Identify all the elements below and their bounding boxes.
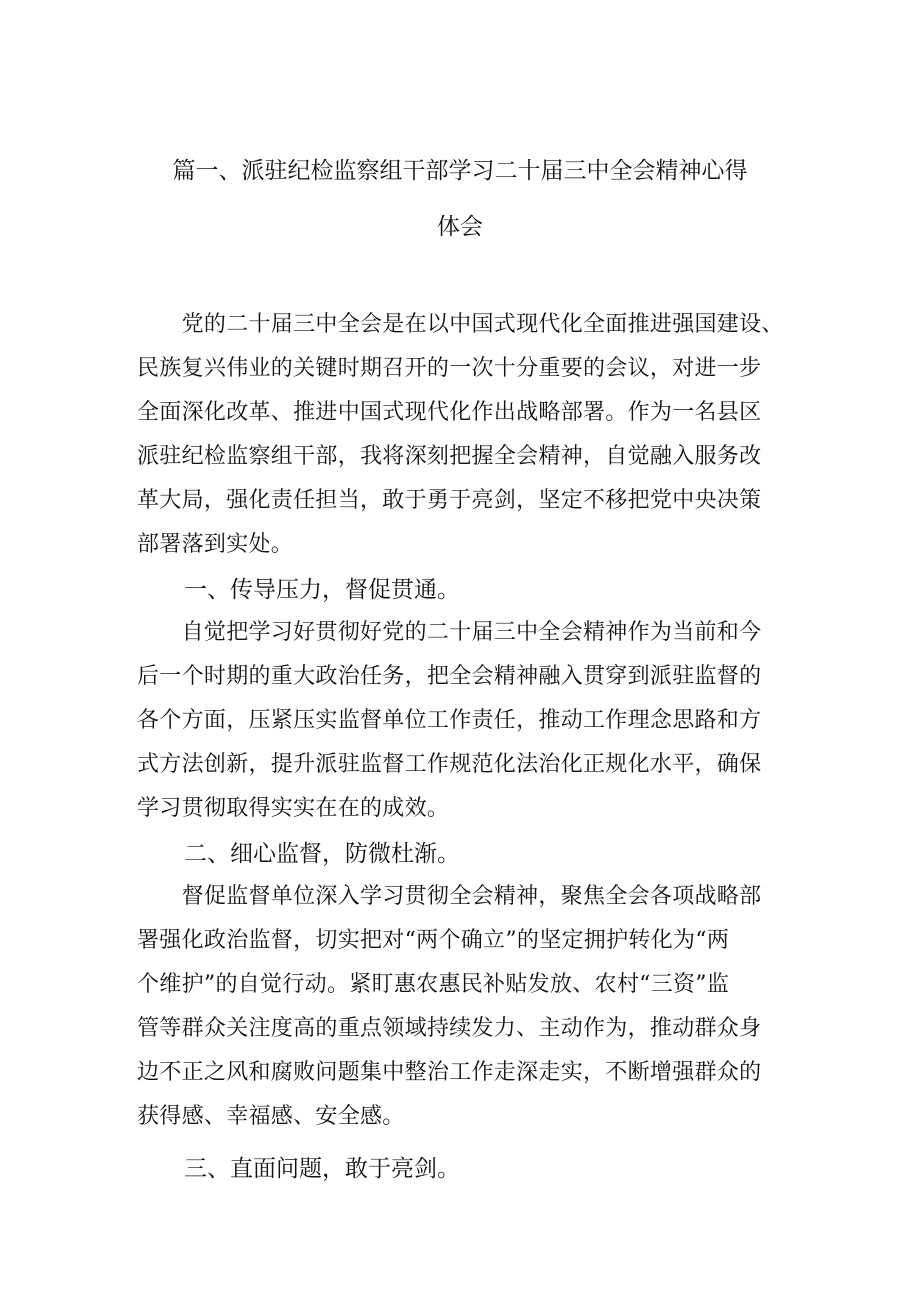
paragraph-line: 党的二十届三中全会是在以中国式现代化全面推进强国建设、	[137, 312, 784, 337]
paragraph-line: 革大局，强化责任担当，敢于勇于亮剑，坚定不移把党中央决策	[137, 488, 762, 513]
paragraph-line: 个维护”的自觉行动。紧盯惠农惠民补贴发放、农村“三资”监	[137, 972, 730, 997]
paragraph-line: 式方法创新，提升派驻监督工作规范化法治化正规化水平，确保	[137, 752, 762, 777]
section-heading: 三、直面问题，敢于亮剑。	[184, 1156, 460, 1182]
paragraph-line: 自觉把学习好贯彻好党的二十届三中全会精神作为当前和今	[137, 620, 762, 645]
paragraph-line: 署强化政治监督，切实把对“两个确立”的坚定拥护转化为“两	[137, 928, 730, 953]
paragraph-line: 全面深化改革、推进中国式现代化作出战略部署。作为一名县区	[137, 400, 762, 425]
paragraph-line: 督促监督单位深入学习贯彻全会精神，聚焦全会各项战略部	[137, 884, 762, 909]
paragraph-line: 各个方面，压紧压实监督单位工作责任，推动工作理念思路和方	[137, 708, 762, 733]
paragraph-line: 民族复兴伟业的关键时期召开的一次十分重要的会议，对进一步	[137, 356, 762, 381]
paragraph-line: 获得感、幸福感、安全感。	[137, 1104, 405, 1129]
paragraph-line: 部署落到实处。	[137, 532, 294, 557]
paragraph-line: 管等群众关注度高的重点领域持续发力、主动作为，推动群众身	[137, 1016, 762, 1041]
paragraph-line: 边不正之风和腐败问题集中整治工作走深走实，不断增强群众的	[137, 1060, 762, 1085]
paragraph-line: 学习贯彻取得实实在在的成效。	[137, 796, 450, 821]
section-heading: 一、传导压力，督促贯通。	[184, 577, 460, 603]
paragraph-line: 派驻纪检监察组干部，我将深刻把握全会精神，自觉融入服务改	[137, 444, 762, 469]
document-title-line-1: 篇一、派驻纪检监察组干部学习二十届三中全会精神心得	[172, 158, 748, 184]
section-heading: 二、细心监督，防微杜渐。	[184, 841, 460, 867]
document-title-line-2: 体会	[437, 214, 483, 240]
paragraph-line: 后一个时期的重大政治任务，把全会精神融入贯穿到派驻监督的	[137, 664, 762, 689]
